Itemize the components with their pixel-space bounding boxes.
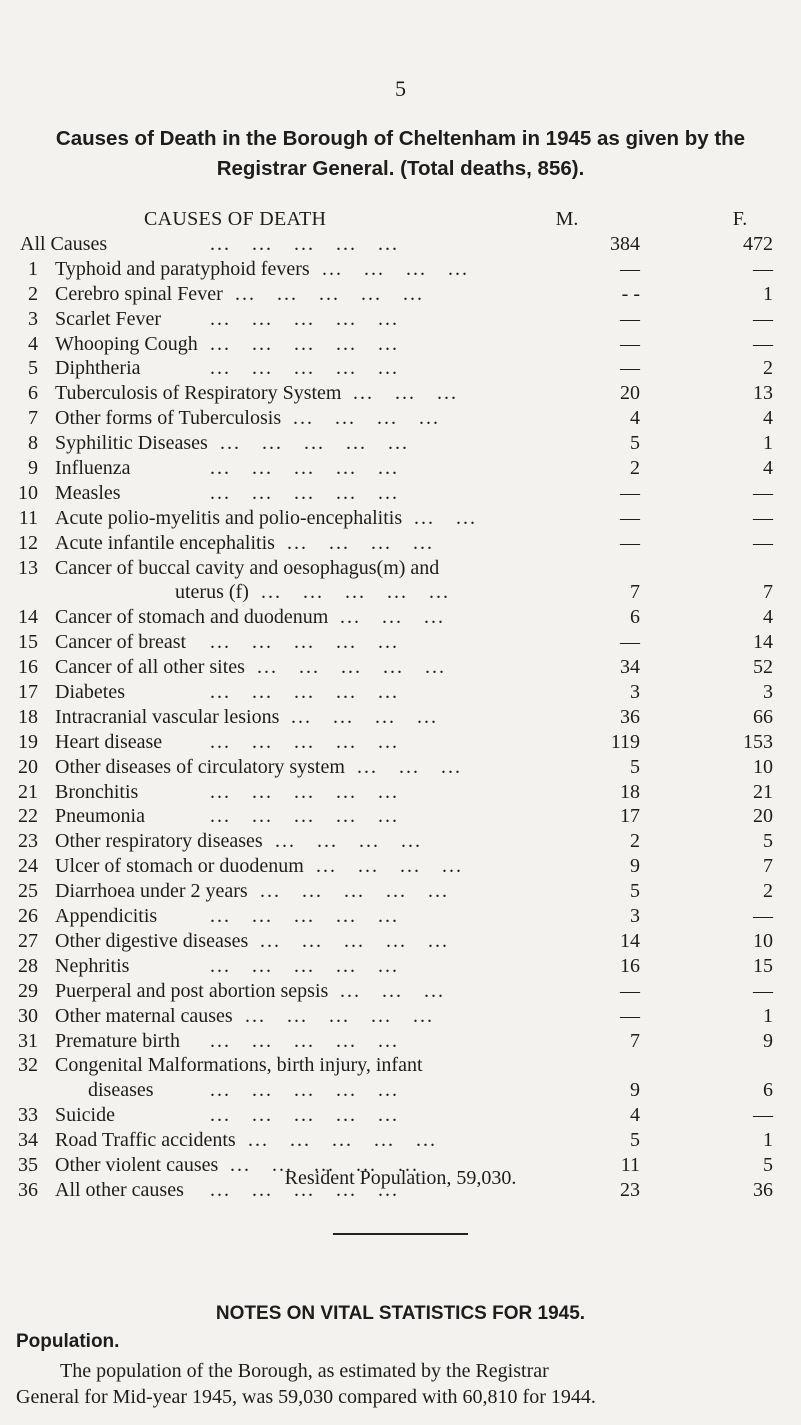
table-row: [0, 580, 801, 605]
header-causes-of-death: CAUSES OF DEATH: [144, 208, 327, 230]
leader-dots: ... ... ... ... ...: [210, 1104, 399, 1127]
female-count: 1: [763, 1004, 773, 1027]
cause-label: Acute infantile encephalitis: [55, 531, 275, 554]
leader-dots: ... ... ... ...: [275, 830, 422, 853]
table-row: [0, 879, 801, 904]
male-count: 18: [620, 780, 640, 803]
row-number: 22: [18, 805, 38, 828]
cause-label: Whooping Cough: [55, 332, 198, 355]
row-number: 18: [18, 705, 38, 728]
table-row: [0, 1029, 801, 1054]
male-count: —: [620, 506, 640, 529]
male-count: 5: [630, 1129, 640, 1152]
leader-dots: ... ... ... ... ...: [210, 233, 399, 255]
female-count: —: [753, 307, 773, 330]
table-row: [0, 531, 801, 556]
leader-dots: ... ... ... ... ...: [210, 1079, 399, 1102]
male-count: 7: [630, 581, 640, 604]
leader-dots: ... ... ... ... ...: [260, 880, 449, 903]
cause-label: Other violent causes: [55, 1153, 219, 1176]
male-count: 9: [630, 855, 640, 878]
table-row: [0, 381, 801, 406]
male-count: 7: [630, 1029, 640, 1052]
female-count: 52: [753, 656, 773, 679]
cause-label: Bronchitis: [55, 780, 139, 803]
table-row: [0, 1103, 801, 1128]
female-count: —: [753, 979, 773, 1002]
leader-dots: ... ... ... ... ...: [210, 481, 399, 504]
leader-dots: ... ... ... ... ...: [210, 730, 399, 753]
male-count: 6: [630, 606, 640, 629]
title-line-1: Causes of Death in the Borough of Cheltenham in 1945 as given by the: [55, 127, 746, 150]
cause-label: diseases: [88, 1079, 154, 1102]
table-row: [0, 655, 801, 680]
cause-label: Cancer of buccal cavity and oesophagus(m) and: [55, 556, 440, 579]
row-number: 24: [18, 855, 38, 878]
female-count: —: [753, 905, 773, 928]
row-number: 11: [18, 506, 38, 529]
male-count: 4: [630, 1104, 640, 1127]
cause-label: Appendicitis: [55, 905, 158, 928]
row-number: 5: [28, 357, 38, 380]
table-row: [0, 730, 801, 755]
leader-dots: ... ... ... ... ...: [210, 1029, 399, 1052]
female-count: 4: [763, 407, 773, 430]
cause-label: Other forms of Tuberculosis: [55, 407, 282, 430]
table-row: [0, 481, 801, 506]
paragraph-line-2: General for Mid-year 1945, was 59,030 compared with 60,810 for 1944.: [16, 1386, 596, 1408]
male-count: 4: [630, 407, 640, 430]
leader-dots: ... ... ...: [340, 606, 445, 629]
male-count: 3: [630, 905, 640, 928]
row-number: 14: [18, 606, 38, 629]
cause-label: Diphtheria: [55, 357, 141, 380]
row-number: 2: [28, 282, 38, 305]
table-row: [0, 954, 801, 979]
row-number: 32: [18, 1054, 38, 1077]
header-male: M.: [555, 208, 579, 230]
male-count: —: [620, 979, 640, 1002]
row-number: 12: [18, 531, 38, 554]
row-number: 36: [18, 1178, 38, 1201]
table-row: [0, 979, 801, 1004]
table-row: [0, 854, 801, 879]
leader-dots: ... ... ... ... ...: [235, 282, 424, 305]
male-count: 36: [620, 705, 640, 728]
female-count: —: [753, 531, 773, 554]
cause-label: Congenital Malformations, birth injury, infant: [55, 1054, 423, 1077]
leader-dots: ... ... ... ...: [316, 855, 463, 878]
leader-dots: ... ... ... ... ...: [230, 1153, 419, 1176]
cause-label: All other causes: [55, 1178, 184, 1201]
male-count: —: [620, 257, 640, 280]
row-number: 28: [18, 954, 38, 977]
cause-label: Typhoid and paratyphoid fevers: [55, 257, 310, 280]
row-number: 33: [18, 1104, 38, 1127]
female-count: 10: [753, 755, 773, 778]
leader-dots: ... ... ... ... ...: [210, 357, 399, 380]
cause-label: Cancer of all other sites: [55, 656, 245, 679]
cause-label: Puerperal and post abortion sepsis: [55, 979, 329, 1002]
cause-label: Diarrhoea under 2 years: [55, 880, 248, 903]
cause-label: Pneumonia: [55, 805, 145, 828]
table-row: [0, 356, 801, 381]
cause-label: Intracranial vascular lesions: [55, 705, 280, 728]
table-row: [0, 307, 801, 332]
male-count: —: [620, 307, 640, 330]
population-heading: Population.: [16, 1331, 120, 1352]
female-count: 13: [753, 382, 773, 405]
female-count: 7: [763, 581, 773, 604]
female-count: 4: [763, 606, 773, 629]
table-row: [0, 904, 801, 929]
female-count: 14: [753, 631, 773, 654]
male-count: —: [620, 481, 640, 504]
title-line-2: Registrar General. (Total deaths, 856).: [216, 157, 585, 180]
female-count: 2: [763, 880, 773, 903]
cause-label: Road Traffic accidents: [55, 1129, 236, 1152]
row-number: 27: [18, 929, 38, 952]
table-row: [0, 705, 801, 730]
cause-label: Cancer of stomach and duodenum: [55, 606, 329, 629]
male-count: 5: [630, 880, 640, 903]
population-paragraph: [16, 1358, 796, 1410]
female-count: —: [753, 506, 773, 529]
leader-dots: ... ... ... ... ...: [210, 1178, 399, 1201]
female-count: —: [753, 1104, 773, 1127]
female-count: 1: [763, 1129, 773, 1152]
row-number: 30: [18, 1004, 38, 1027]
notes-title: NOTES ON VITAL STATISTICS FOR 1945.: [215, 1303, 586, 1324]
leader-dots: ... ... ... ... ...: [210, 332, 399, 355]
table-row: [0, 456, 801, 481]
table-row: [0, 1004, 801, 1029]
leader-dots: ... ... ... ... ...: [210, 780, 399, 803]
male-count: 2: [630, 830, 640, 853]
row-number: 9: [28, 457, 38, 480]
row-number: 10: [18, 481, 38, 504]
table-row: [0, 829, 801, 854]
table-row: [0, 1078, 801, 1103]
male-count: 11: [620, 1153, 640, 1176]
cause-label: Cerebro spinal Fever: [55, 282, 223, 305]
cause-label: Suicide: [55, 1104, 115, 1127]
table-row: [0, 1053, 801, 1078]
table-row: [0, 431, 801, 456]
cause-label: Ulcer of stomach or duodenum: [55, 855, 304, 878]
leader-dots: ... ... ... ... ...: [210, 631, 399, 654]
row-number: 7: [28, 407, 38, 430]
table-row: [0, 630, 801, 655]
table-row: [0, 929, 801, 954]
male-count: —: [620, 357, 640, 380]
table-row: [0, 804, 801, 829]
cause-label: Cancer of breast: [55, 631, 187, 654]
cause-label: uterus (f): [175, 581, 249, 604]
leader-dots: ... ... ... ... ...: [210, 954, 399, 977]
male-count: 23: [620, 1178, 640, 1201]
female-count: 1: [763, 282, 773, 305]
female-count: 66: [753, 705, 773, 728]
row-number: 6: [28, 382, 38, 405]
female-count: 6: [763, 1079, 773, 1102]
paragraph-line-1: The population of the Borough, as estimated by the Registrar: [60, 1360, 549, 1382]
female-count: 3: [763, 681, 773, 704]
female-count: —: [753, 332, 773, 355]
row-number: 16: [18, 656, 38, 679]
male-count: - -: [621, 282, 640, 305]
row-number: 29: [18, 979, 38, 1002]
female-count: 2: [763, 357, 773, 380]
male-count: 20: [620, 382, 640, 405]
table-row: [0, 605, 801, 630]
leader-dots: ... ... ... ... ...: [220, 432, 409, 455]
female-count: 153: [743, 730, 773, 753]
section-divider: [333, 1233, 468, 1235]
cause-label: Nephritis: [55, 954, 130, 977]
male-count: —: [620, 1004, 640, 1027]
row-number: 31: [18, 1029, 38, 1052]
leader-dots: ... ... ... ... ...: [261, 581, 450, 604]
header-female: F.: [732, 208, 748, 230]
table-row: [0, 257, 801, 282]
male-count: 14: [620, 929, 640, 952]
leader-dots: ... ...: [414, 506, 477, 529]
female-count: 15: [753, 954, 773, 977]
female-count: —: [753, 481, 773, 504]
row-number: 21: [18, 780, 38, 803]
row-number: 25: [18, 880, 38, 903]
leader-dots: ... ... ... ... ...: [260, 929, 449, 952]
cause-label: Other maternal causes: [55, 1004, 233, 1027]
female-count: 1: [763, 432, 773, 455]
table-row: [0, 755, 801, 780]
leader-dots: ... ... ... ...: [291, 705, 438, 728]
leader-dots: ... ... ... ... ...: [210, 681, 399, 704]
female-count: 9: [763, 1029, 773, 1052]
female-count: 36: [753, 1178, 773, 1201]
male-count: —: [620, 332, 640, 355]
cause-label: Other diseases of circulatory system: [55, 755, 345, 778]
leader-dots: ... ... ... ... ...: [210, 457, 399, 480]
resident-population: Resident Population, 59,030.: [284, 1167, 517, 1189]
leader-dots: ... ... ... ... ...: [210, 805, 399, 828]
female-count: —: [753, 257, 773, 280]
cause-label: Syphilitic Diseases: [55, 432, 208, 455]
female-count: 10: [753, 929, 773, 952]
female-count: 5: [763, 830, 773, 853]
leader-dots: ... ... ... ...: [322, 257, 469, 280]
cause-label: Premature birth: [55, 1029, 180, 1052]
row-number: 8: [28, 432, 38, 455]
male-count: 5: [630, 755, 640, 778]
page-number: 5: [395, 76, 406, 101]
table-row: [0, 780, 801, 805]
male-count: 384: [610, 233, 640, 255]
male-count: —: [620, 531, 640, 554]
table-row-all-causes: [0, 232, 801, 257]
cause-label: Other respiratory diseases: [55, 830, 263, 853]
leader-dots: ... ... ...: [357, 755, 462, 778]
leader-dots: ... ... ... ... ...: [210, 905, 399, 928]
leader-dots: ... ... ...: [353, 382, 458, 405]
female-count: 5: [763, 1153, 773, 1176]
row-number: 15: [18, 631, 38, 654]
row-number: 3: [28, 307, 38, 330]
row-number: 35: [18, 1153, 38, 1176]
table-row: [0, 506, 801, 531]
male-count: 17: [620, 805, 640, 828]
male-count: 9: [630, 1079, 640, 1102]
table-row: [0, 332, 801, 357]
cause-label: Influenza: [55, 457, 131, 480]
row-number: 4: [28, 332, 38, 355]
leader-dots: ... ... ...: [340, 979, 445, 1002]
cause-label: Heart disease: [55, 730, 163, 753]
cause-label: Other digestive diseases: [55, 929, 249, 952]
leader-dots: ... ... ... ...: [287, 531, 434, 554]
male-count: 119: [610, 730, 640, 753]
leader-dots: ... ... ... ...: [293, 407, 440, 430]
leader-dots: ... ... ... ... ...: [210, 307, 399, 330]
female-count: 7: [763, 855, 773, 878]
leader-dots: ... ... ... ... ...: [248, 1129, 437, 1152]
row-number: 34: [18, 1129, 38, 1152]
female-count: 4: [763, 457, 773, 480]
cause-label: Scarlet Fever: [55, 307, 162, 330]
female-count: 472: [743, 233, 773, 255]
male-count: 16: [620, 954, 640, 977]
male-count: —: [620, 631, 640, 654]
table-row: [0, 406, 801, 431]
causes-table: [0, 232, 801, 1203]
male-count: 5: [630, 432, 640, 455]
row-number: 23: [18, 830, 38, 853]
table-row: [0, 1128, 801, 1153]
cause-label: Acute polio-myelitis and polio-encephalitis: [55, 506, 403, 529]
female-count: 21: [753, 780, 773, 803]
cause-label: Diabetes: [55, 681, 125, 704]
row-number: 1: [28, 257, 38, 280]
row-number: 19: [18, 730, 38, 753]
row-number: 13: [18, 556, 38, 579]
row-number: 20: [18, 755, 38, 778]
row-number: 17: [18, 681, 38, 704]
leader-dots: ... ... ... ... ...: [257, 656, 446, 679]
row-number: 26: [18, 905, 38, 928]
cause-label: Measles: [55, 481, 121, 504]
table-row: [0, 282, 801, 307]
cause-label: All Causes: [20, 233, 108, 255]
table-row: [0, 680, 801, 705]
female-count: 20: [753, 805, 773, 828]
document-title: [0, 124, 801, 184]
male-count: 3: [630, 681, 640, 704]
table-row: [0, 556, 801, 581]
leader-dots: ... ... ... ... ...: [245, 1004, 434, 1027]
cause-label: Tuberculosis of Respiratory System: [55, 382, 342, 405]
male-count: 2: [630, 457, 640, 480]
male-count: 34: [620, 656, 640, 679]
